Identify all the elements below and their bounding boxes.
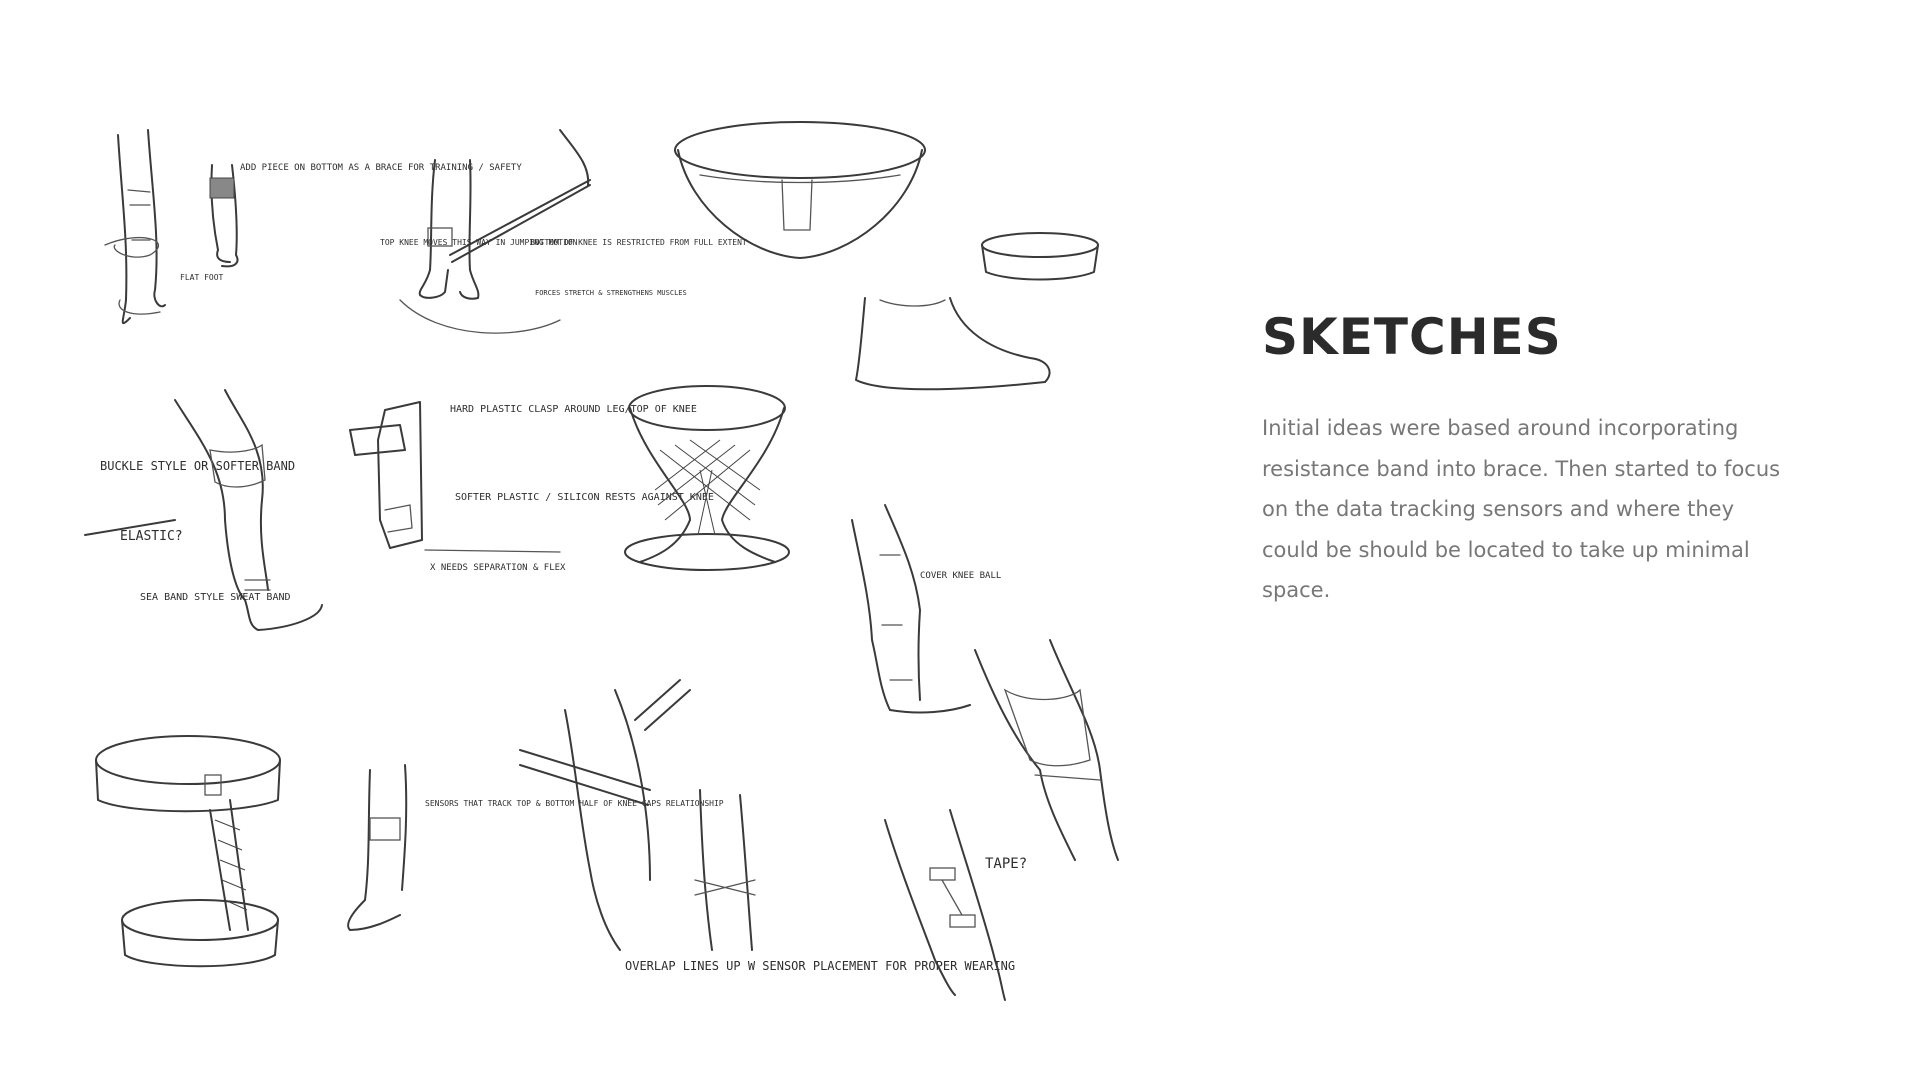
sketch-buckle-band-leg (85, 390, 322, 630)
sketch-overlap-band (520, 680, 1015, 973)
sketch-small-band (982, 233, 1098, 280)
sketch-plastic-clasp (350, 402, 714, 573)
sketch-thigh-brace (96, 736, 280, 966)
note-bottom-knee: BOTTOM OF KNEE IS RESTRICTED FROM FULL EXTENT (530, 238, 747, 247)
note-elastic: ELASTIC? (120, 529, 183, 544)
note-sensors: SENSORS THAT TRACK TOP & BOTTOM HALF OF KNEE CAPS RELATIONSHIP (425, 799, 724, 808)
note-overlap: OVERLAP LINES UP W SENSOR PLACEMENT FOR PROPER WEARING (625, 959, 1016, 973)
note-needs-separation: X NEEDS SEPARATION & FLEX (430, 563, 566, 573)
note-hard-plastic: HARD PLASTIC CLASP AROUND LEG/TOP OF KNEE (450, 404, 697, 415)
sketch-knee-brace-right (975, 640, 1118, 860)
note-sea-band: SEA BAND STYLE SWEAT BAND (140, 592, 291, 603)
sketch-leg-sensors (348, 765, 724, 930)
note-tape: TAPE? (985, 856, 1028, 872)
note-flat-foot: FLAT FOOT (180, 273, 224, 282)
sketch-knee-resistance-band (380, 130, 747, 333)
note-cover-knee-ball: COVER KNEE BALL (920, 571, 1002, 581)
sketch-leg-cover-knee (852, 505, 1001, 712)
note-buckle-style: BUCKLE STYLE OR SOFTER BAND (100, 459, 296, 473)
note-softer-plastic: SOFTER PLASTIC / SILICON RESTS AGAINST KNEE (455, 492, 714, 503)
sketch-foot (856, 298, 1050, 389)
note-top-knee: TOP KNEE MOVES THIS WAY IN JUMPING MOTION (380, 238, 578, 247)
slide-title: SKETCHES (1262, 308, 1562, 366)
note-forces-stretch: FORCES STRETCH & STRENGTHENS MUSCLES (535, 289, 687, 297)
note-brace-training: ADD PIECE ON BOTTOM AS A BRACE FOR TRAINING / SAFETY (240, 163, 522, 173)
sketch-leg-brace-flat-foot (105, 130, 522, 323)
slide-body-text: Initial ideas were based around incorporating resistance band into brace. Then started to focus on the data tracking sensors and where they could be should be located to take up minimal space. (1262, 416, 1781, 602)
